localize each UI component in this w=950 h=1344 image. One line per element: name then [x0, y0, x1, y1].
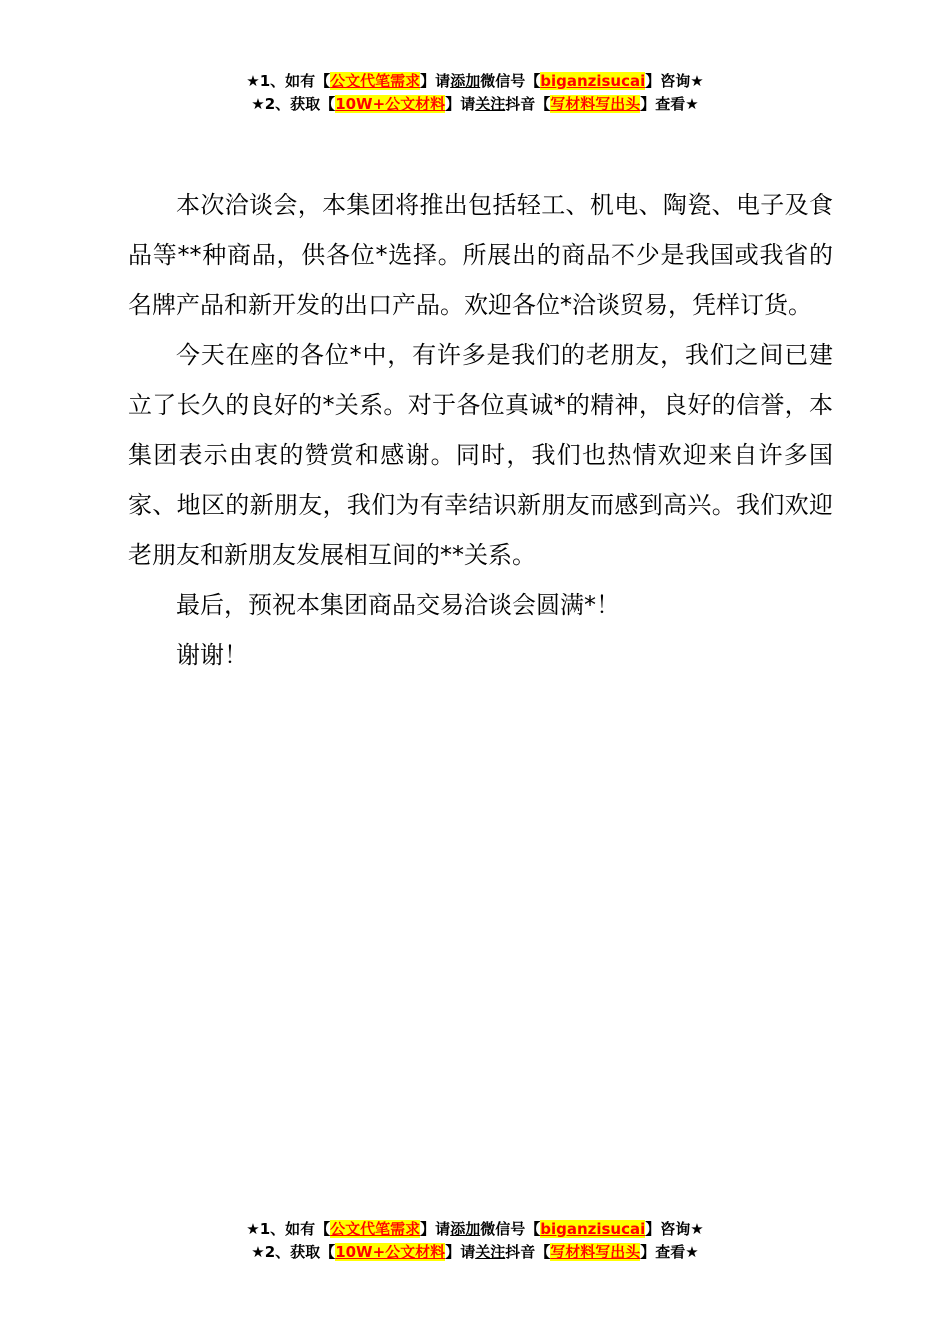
banner-text: 微信号【 — [480, 1220, 541, 1238]
banner-text: 抖音【 — [505, 95, 551, 113]
banner-line-2 — [0, 1241, 950, 1264]
banner-text: ★2、获取【 — [251, 95, 336, 113]
footer-banner — [0, 1218, 950, 1264]
emphasis-add: 添加 — [450, 1220, 481, 1238]
banner-text: 】请 — [445, 95, 476, 113]
document-body — [128, 180, 833, 680]
highlight-douyin-id: 写材料写出头 — [550, 1243, 641, 1261]
banner-text: ★1、如有【 — [246, 72, 331, 90]
banner-text: 】查看★ — [640, 95, 699, 113]
banner-line-2 — [0, 93, 950, 116]
banner-text: 】请 — [420, 1220, 451, 1238]
highlight-wechat-id: biganzisucai — [540, 72, 646, 90]
paragraph: 最后，预祝本集团商品交易洽谈会圆满*！ — [176, 591, 620, 619]
banner-text: 】请 — [420, 72, 451, 90]
paragraph: 谢谢！ — [176, 641, 248, 669]
banner-text: 】请 — [445, 1243, 476, 1261]
header-banner — [0, 70, 950, 116]
emphasis-follow: 关注 — [475, 95, 506, 113]
emphasis-add: 添加 — [450, 72, 481, 90]
highlight-douyin-id: 写材料写出头 — [550, 95, 641, 113]
banner-text: 微信号【 — [480, 72, 541, 90]
banner-line-1 — [0, 70, 950, 93]
banner-text: 】查看★ — [640, 1243, 699, 1261]
banner-line-1 — [0, 1218, 950, 1241]
highlight-materials: 10W+公文材料 — [335, 95, 446, 113]
paragraph: 今天在座的各位*中，有许多是我们的老朋友，我们之间已建立了长久的良好的*关系。对于各位真诚*的精神，良好的信誉，本集团表示由衷的赞赏和感谢。同时，我们也热情欢迎来自许多国家、地区的新朋友，我们为有幸结识新朋友而感到高兴。我们欢迎老朋友和新朋友发展相互间的**关系。 — [128, 341, 833, 569]
banner-text: 】咨询★ — [645, 72, 704, 90]
banner-text: ★2、获取【 — [251, 1243, 336, 1261]
paragraph: 本次洽谈会，本集团将推出包括轻工、机电、陶瓷、电子及食品等**种商品，供各位*选择。所展出的商品不少是我国或我省的名牌产品和新开发的出口产品。欢迎各位*洽谈贸易，凭样订货。 — [128, 191, 833, 319]
banner-text: 】咨询★ — [645, 1220, 704, 1238]
highlight-service: 公文代笔需求 — [330, 72, 421, 90]
highlight-materials: 10W+公文材料 — [335, 1243, 446, 1261]
emphasis-follow: 关注 — [475, 1243, 506, 1261]
banner-text: 抖音【 — [505, 1243, 551, 1261]
banner-text: ★1、如有【 — [246, 1220, 331, 1238]
highlight-wechat-id: biganzisucai — [540, 1220, 646, 1238]
highlight-service: 公文代笔需求 — [330, 1220, 421, 1238]
